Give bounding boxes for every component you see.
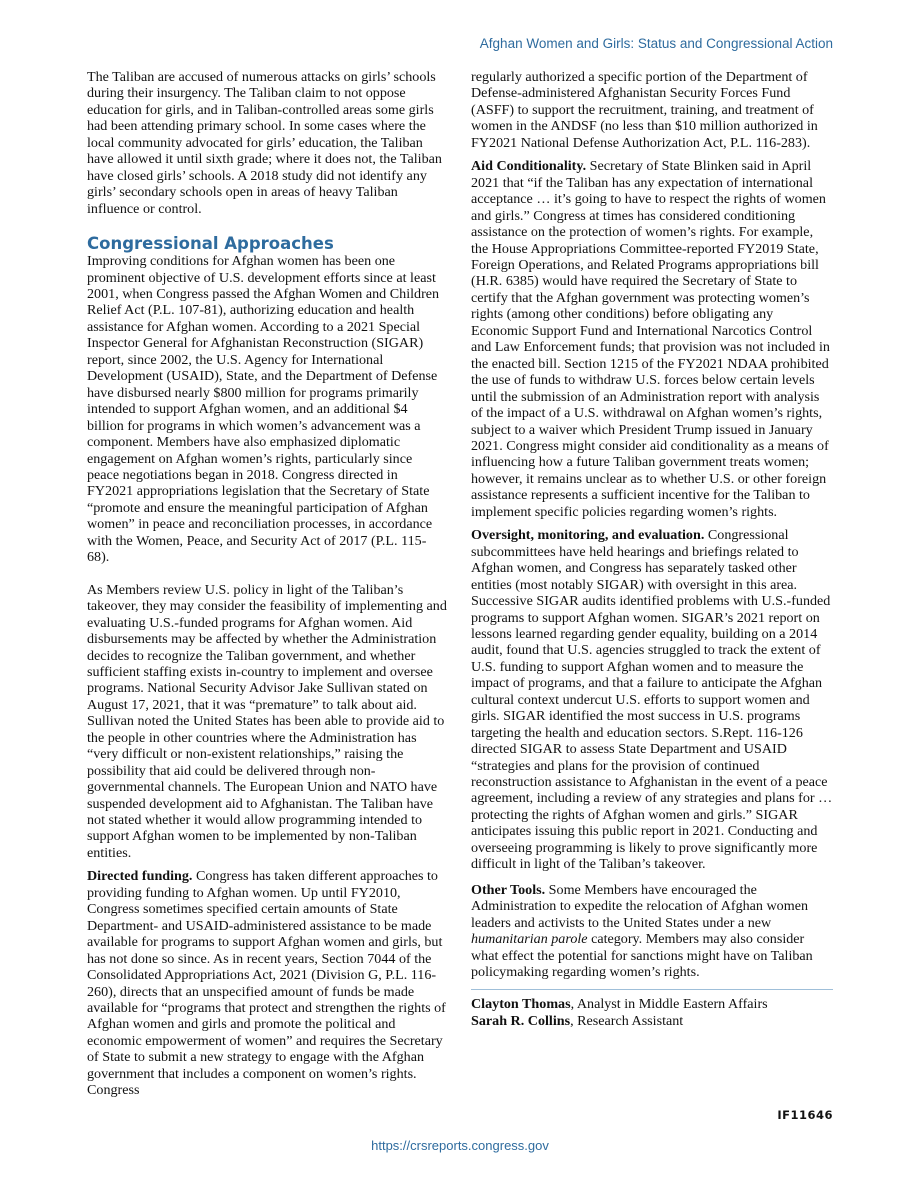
aid-conditionality-text: Secretary of State Blinken said in April 2021 that “if the Taliban has any expectation of international acceptance … it’s going to have to respect the rights of women and girls.” Congress at times has considered conditioning assistance on the protection of women’s rights. For example, the House Appropriations Committee-reported FY2019 State, Foreign Operations, and Related Programs appropriations bill (H.R. 6385) would have required the Secretary of State to certify that the Afghan government was protecting women’s rights (among other conditions) before obligating any Economic Support Fund and International Narcotics Control and Law Enforcement funds; that provision was not included in the enacted bill. Section 1215 of the FY2021 NDAA prohibited the use of funds to withdraw U.S. forces below certain levels until the submission of an Administration report with analysis of the impact of a U.S. withdrawal on Afghan women’s rights, subject to a waiver which President Trump issued in January 2021. Congress might consider aid conditionality as a means of influencing how a future Taliban government treats women; however, it remains unclear as to whether U.S. or other foreign assistance represents a sufficient incentive for the Taliban to implement specific policies regarding women’s rights. <box>471 158 830 520</box>
page-header-title: Afghan Women and Girls: Status and Congressional Action <box>479 36 833 51</box>
footer-link[interactable]: https://crsreports.congress.gov <box>371 1138 549 1153</box>
right-column <box>471 69 833 1029</box>
taliban-education-paragraph: The Taliban are accused of numerous attacks on girls’ schools during their insurgency. The Taliban claim to not oppose education for girls, and in Taliban-controlled areas some girls had been attending primary school. In some cases where the local community advocated for girls’ education, the Taliban have allowed it until sixth grade; where it does not, the Taliban have closed girls’ schools. A 2018 study did not identify any girls’ secondary schools open in areas of heavy Taliban influence or control. <box>87 69 442 217</box>
author-line-1 <box>471 996 833 1012</box>
author-2-role: , Research Assistant <box>570 1012 684 1029</box>
other-tools-italic: humanitarian parole <box>471 931 588 948</box>
other-tools-text-a: Some Members have encouraged the Administration to expedite the relocation of Afghan women leaders and activists to the United States under a new <box>471 881 808 931</box>
other-tools-paragraph <box>471 882 833 981</box>
directed-funding-text: Congress has taken different approaches to providing funding to Afghan women. Up until FY2010, Congress sometimes specified certain amounts of State Department- and USAID-administered assistance to be made available for programs to support Afghan women and girls, but has not done so since. As in recent years, Section 7044 of the Consolidated Appropriations Act, 2021 (Division G, P.L. 116-260), directs that an unspecified amount of funds be made available for “programs that protect and strengthen the rights of Afghan women and girls and promote the political and economic empowerment of women” and requires the Secretary of State to submit a new strategy to engage with the Afghan government that includes a component on women’s rights. Congress <box>87 868 446 1099</box>
aid-conditionality-lead: Aid Conditionality. <box>471 158 587 175</box>
policy-review-paragraph: As Members review U.S. policy in light of the Taliban’s takeover, they may consider the feasibility of implementing and evaluating U.S.-funded programs for Afghan women. Aid disbursements may be affected by whether the Administration decides to recognize the Taliban government, and whether sufficient staffing exists in-country to implement and oversee programs. National Security Advisor Jake Sullivan stated on August 17, 2021, that it was “premature” to talk about aid. Sullivan noted the United States has been able to provide aid to the people in other countries where the Administration has “very difficult or non-existent relationships,” raising the possibility that aid could be delivered through non-governmental channels. The European Union and NATO have suspended development aid to Afghanistan. The Taliban have not stated whether it would allow programming intended to support Afghan women to be implemented by non-Taliban entities. <box>87 581 447 861</box>
author-1-role: , Analyst in Middle Eastern Affairs <box>570 996 768 1013</box>
directed-funding-lead: Directed funding. <box>87 868 193 885</box>
author-line-2 <box>471 1013 833 1029</box>
asff-paragraph: regularly authorized a specific portion of the Department of Defense-administered Afghanistan Security Forces Fund (ASFF) to support the recruitment, training, and treatment of women in the ANDSF (no less than $10 million authorized in FY2021 National Defense Authorization Act, P.L. 116-283). <box>471 69 818 151</box>
author-1-name: Clayton Thomas <box>471 996 571 1013</box>
aid-conditionality-paragraph <box>471 158 833 520</box>
oversight-paragraph <box>471 527 833 873</box>
other-tools-lead: Other Tools. <box>471 881 546 898</box>
oversight-lead: Oversight, monitoring, and evaluation. <box>471 527 705 544</box>
author-2-name: Sarah R. Collins <box>471 1012 571 1029</box>
section-heading: Congressional Approaches <box>87 234 334 254</box>
author-divider <box>471 989 833 990</box>
left-column <box>87 69 447 1099</box>
congressional-approaches-paragraph: Improving conditions for Afghan women has been one prominent objective of U.S. development efforts since at least 2001, when Congress passed the Afghan Women and Children Relief Act (P.L. 107-81), authorizing education and health assistance for Afghan women. According to a 2021 Special Inspector General for Afghanistan Reconstruction (SIGAR) report, since 2002, the U.S. Agency for International Development (USAID), State, and the Department of Defense have disbursed nearly $800 million for programs primarily intended to support Afghan women, and an additional $4 billion for programs in which women’s advancement was a component. Members have also emphasized diplomatic engagement on Afghan women’s rights, particularly since peace negotiations began in 2018. Congress directed in FY2021 appropriations legislation that the Secretary of State “promote and ensure the meaningful participation of Afghan women” in peace and reconciliation processes, in accordance with the Women, Peace, and Security Act of 2017 (P.L. 115-68). <box>87 253 440 566</box>
report-id: IF11646 <box>777 1108 833 1122</box>
other-tools-text-b: category. Members may also consider what effect the potential for sanctions might have on Taliban policymaking regarding women’s rights. <box>471 931 813 981</box>
directed-funding-paragraph <box>87 868 447 1098</box>
oversight-text: Congressional subcommittees have held hearings and briefings related to Afghan women, and Congress has separately tasked other entities (most notably SIGAR) with oversight in this area. Successive SIGAR audits identified problems with U.S.-funded programs to support Afghan women. SIGAR’s 2021 report on lessons learned regarding gender equality, building on a 2014 audit, found that U.S. agencies struggled to track the extent of U.S. funding to support Afghan women and to measure the impact of programs, and that a failure to anticipate the Afghan cultural context undercut U.S. efforts to support women and girls. SIGAR identified the most success in U.S. programs targeting the health and education sectors. S.Rept. 116-126 directed SIGAR to assess State Department and USAID “strategies and plans for the provision of continued reconstruction assistance to Afghanistan in the event of a peace agreement, including a review of any strategies and plans for … protecting the rights of Afghan women and girls.” SIGAR anticipates issuing this public report in 2021. Conducting and overseeing programming is likely to prove significantly more difficult in light of the Taliban’s takeover. <box>471 527 833 873</box>
